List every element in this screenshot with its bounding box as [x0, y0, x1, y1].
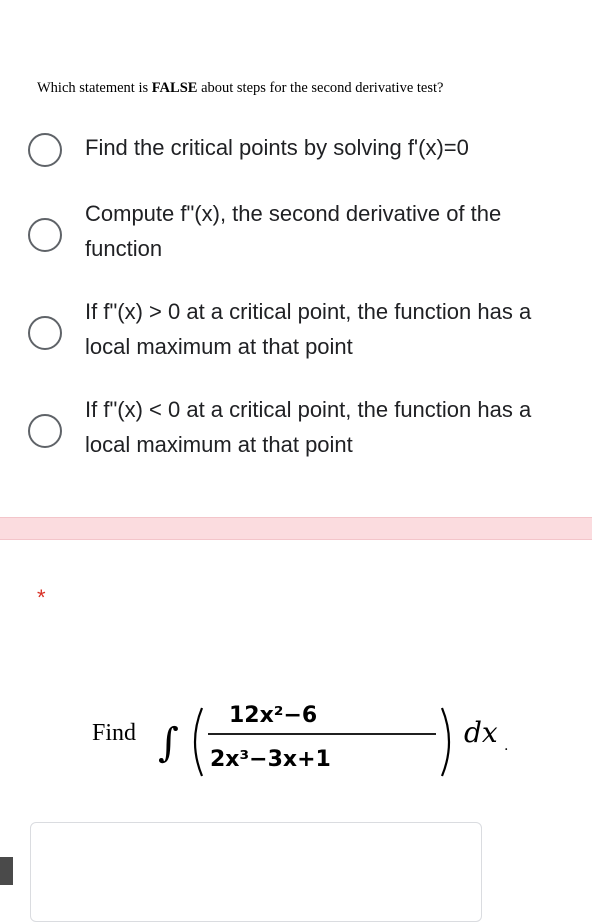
denominator: 2x³−3x+1 [210, 747, 331, 772]
option-2-label: Compute f"(x), the second derivative of the function [85, 201, 502, 261]
right-paren [442, 708, 449, 776]
left-paren [195, 708, 202, 776]
edge-handle [0, 857, 13, 885]
option-1-label: Find the critical points by solving f'(x)=0 [85, 135, 469, 160]
option-4-radio[interactable] [28, 414, 62, 448]
required-asterisk: * [37, 585, 46, 610]
question-2-prefix: Find [92, 720, 137, 746]
answer-input[interactable] [30, 822, 482, 922]
integral-expression [156, 688, 516, 778]
question-1-text-start: Which statement is [37, 80, 152, 96]
differential: dx [464, 716, 498, 749]
question-2 [92, 688, 512, 778]
numerator: 12x²−6 [229, 703, 318, 728]
section-divider [0, 517, 592, 540]
question-1-text-end: about steps for the second derivative test? [197, 80, 444, 96]
trailing-period: . [504, 738, 509, 754]
question-1-emphasis: FALSE [151, 80, 198, 96]
option-4-label: If f"(x) < 0 at a critical point, the function has a local maximum at that point [85, 397, 532, 457]
option-1-radio[interactable] [28, 133, 62, 167]
option-3-radio[interactable] [28, 316, 62, 350]
integral-sign: ∫ [158, 720, 179, 766]
option-3-label: If f"(x) > 0 at a critical point, the function has a local maximum at that point [85, 299, 532, 359]
question-1-text [37, 80, 443, 97]
option-2-radio[interactable] [28, 218, 62, 252]
